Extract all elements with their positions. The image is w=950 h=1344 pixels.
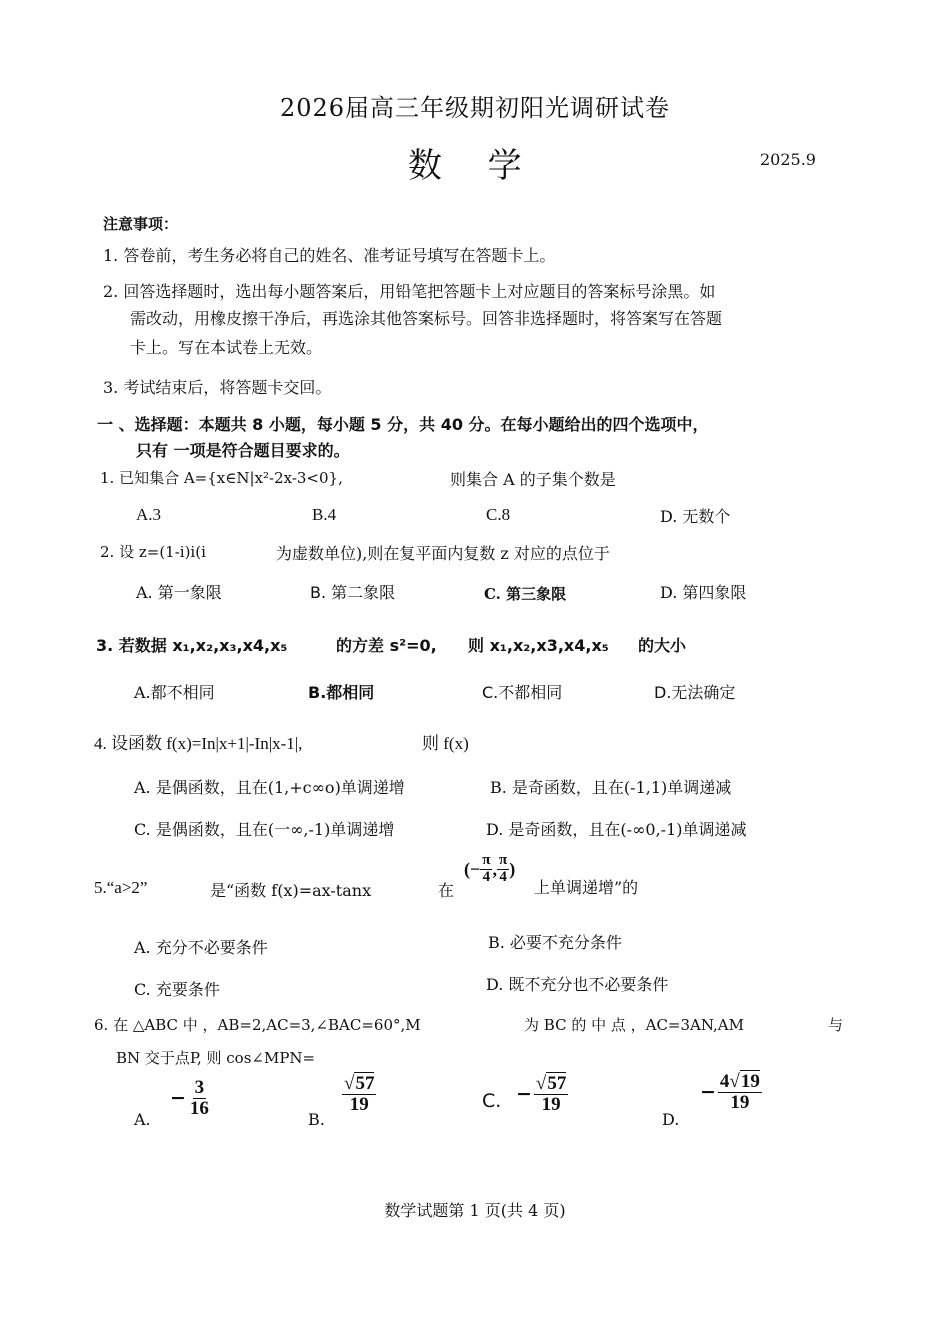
option-d-fraction: [718, 1072, 762, 1113]
question-5-option-a: A. 充分不必要条件: [134, 938, 268, 957]
question-6-option-c-value: [516, 1074, 568, 1115]
question-4-option-d: D. 是奇函数，且在(-∞0,-1)单调递减: [486, 820, 747, 839]
question-3-stem-b: 的方差 s²=0,: [336, 636, 437, 655]
question-2-option-a: A. 第一象限: [136, 583, 222, 602]
question-6-stem-b: 为 BC 的 中 点 ，AC=3AN,AM: [524, 1016, 744, 1034]
exam-date: 2025.9: [760, 150, 816, 169]
interval-fraction-left: [480, 853, 492, 886]
question-5-stem-b: 是“函数 f(x)=ax-tanx: [210, 881, 372, 900]
question-1-stem: 1. 已知集合 A={x∈N|x²-2x-3<0},: [100, 469, 343, 487]
option-c-fraction: [534, 1074, 568, 1115]
question-5-interval: [464, 853, 515, 886]
question-5-stem-d: 上单调递增”的: [534, 878, 639, 897]
option-c-radical: √: [535, 1073, 547, 1094]
interval-comma: ,: [492, 858, 497, 879]
question-5-option-d: D. 既不充分也不必要条件: [486, 975, 669, 994]
section-heading-cont: 只有 一项是符合题目要求的。: [136, 441, 350, 460]
notice-item-2-cont: 需改动，用橡皮擦干净后，再选涂其他答案标号。回答非选择题时，将答案写在答题: [130, 309, 723, 328]
section-heading: 一 、选择题：本题共 8 小题，每小题 5 分，共 40 分。在每小题给出的四个选项中，: [97, 415, 709, 434]
question-2-option-c: C. 第三象限: [484, 585, 567, 603]
option-c-sign: −: [516, 1083, 532, 1106]
question-6-option-b-label: B.: [308, 1110, 325, 1129]
question-2-option-d: D. 第四象限: [660, 583, 747, 602]
question-6-option-a-value: [170, 1078, 211, 1119]
question-3-stem-a: 3. 若数据 x₁,x₂,x₃,x4,x₅: [96, 636, 288, 655]
question-3-option-b: B.都相同: [308, 683, 375, 702]
question-4-option-a: A. 是偶函数，且在(1,+c∞o)单调递增: [134, 778, 405, 797]
interval-num-right: π: [498, 852, 508, 868]
question-2-stem: 2. 设 z=(1-i)i(i: [100, 543, 206, 561]
question-4-stem: 4. 设函数 f(x)=In|x+1|-In|x-1|,: [94, 734, 303, 753]
option-b-radicand: 57: [355, 1073, 375, 1094]
option-a-sign: −: [170, 1087, 186, 1110]
option-c-denominator: 19: [541, 1093, 561, 1115]
interval-fraction-right: [497, 853, 509, 886]
question-6-stem-c: 与: [828, 1016, 844, 1034]
question-3-stem-c: 则 x₁,x₂,x3,x4,x₅: [468, 636, 609, 655]
notice-item-3: 3. 考试结束后，将答题卡交回。: [103, 378, 332, 397]
question-3-stem-d: 的大小: [638, 636, 687, 655]
question-4-option-b: B. 是奇函数，且在(-1,1)单调递减: [490, 778, 732, 797]
question-6-stem-d: BN 交于点P, 则 cos∠MPN=: [116, 1049, 316, 1067]
question-3-option-d: D.无法确定: [654, 683, 736, 702]
question-5-option-b: B. 必要不充分条件: [488, 933, 622, 952]
interval-close: ): [509, 858, 516, 879]
question-1-stem-cont: 则集合 A 的子集个数是: [450, 470, 616, 489]
page-footer: 数学试题第 1 页(共 4 页): [384, 1201, 566, 1220]
question-4-stem-cont: 则 f(x): [422, 734, 469, 753]
question-2-stem-cont: 为虚数单位),则在复平面内复数 z 对应的点位于: [276, 544, 610, 563]
interval-den-left: 4: [482, 868, 491, 885]
exam-title: 2026届高三年级期初阳光调研试卷: [279, 94, 671, 122]
notice-item-1: 1. 答卷前，考生务必将自己的姓名、准考证号填写在答题卡上。: [103, 246, 556, 265]
option-d-radicand: 19: [740, 1071, 760, 1092]
question-1-option-d: D. 无数个: [660, 507, 731, 526]
option-c-radicand: 57: [547, 1073, 567, 1094]
option-b-radical: √: [344, 1073, 355, 1094]
notice-item-2: 2. 回答选择题时，选出每小题答案后，用铅笔把答题卡上对应题目的答案标号涂黑。如: [103, 282, 716, 301]
option-b-numerator: [342, 1074, 376, 1095]
interval-den-right: 4: [499, 868, 507, 885]
interval-open: (−: [464, 858, 481, 879]
question-5-stem-c: 在: [438, 881, 455, 900]
option-b-denominator: 19: [349, 1093, 369, 1115]
option-d-coefficient: 4: [719, 1071, 730, 1092]
question-1-option-c: C.8: [486, 505, 511, 524]
question-2-option-b: B. 第二象限: [310, 583, 396, 602]
question-6-option-d-value: [700, 1072, 762, 1113]
question-6-stem: 6. 在 △ABC 中 ，AB=2,AC=3,∠BAC=60°,M: [94, 1016, 421, 1034]
question-6-option-d-label: D.: [662, 1110, 680, 1129]
notice-heading: 注意事项：: [103, 215, 179, 233]
question-6-option-a-label: A.: [134, 1110, 151, 1129]
option-a-fraction: [188, 1078, 211, 1119]
option-d-denominator: 19: [730, 1091, 750, 1113]
interval-num-left: π: [482, 852, 491, 868]
option-c-numerator: [534, 1074, 568, 1095]
question-3-option-c: C.不都相同: [482, 683, 563, 702]
question-6-option-c-label: C.: [482, 1090, 502, 1112]
question-5-stem: 5.“a>2”: [94, 878, 148, 897]
option-a-numerator: 3: [194, 1077, 205, 1098]
question-1-option-a: A.3: [136, 505, 162, 524]
question-3-stem: [96, 633, 287, 656]
question-1-option-b: B.4: [312, 505, 337, 524]
option-d-numerator: [718, 1072, 762, 1093]
option-d-radical: √: [729, 1071, 740, 1092]
question-4-option-c: C. 是偶函数，且在(一∞,-1)单调递增: [134, 820, 395, 839]
subject-title: 数 学: [408, 146, 530, 186]
question-5-option-c: C. 充要条件: [134, 980, 220, 999]
option-b-fraction: [342, 1074, 376, 1115]
question-6-option-b-value: [342, 1074, 376, 1115]
option-a-denominator: 16: [189, 1097, 209, 1119]
option-d-sign: −: [700, 1081, 716, 1104]
notice-item-2-cont2: 卡上。写在本试卷上无效。: [130, 338, 323, 357]
question-3-option-a: A.都不相同: [134, 683, 215, 702]
